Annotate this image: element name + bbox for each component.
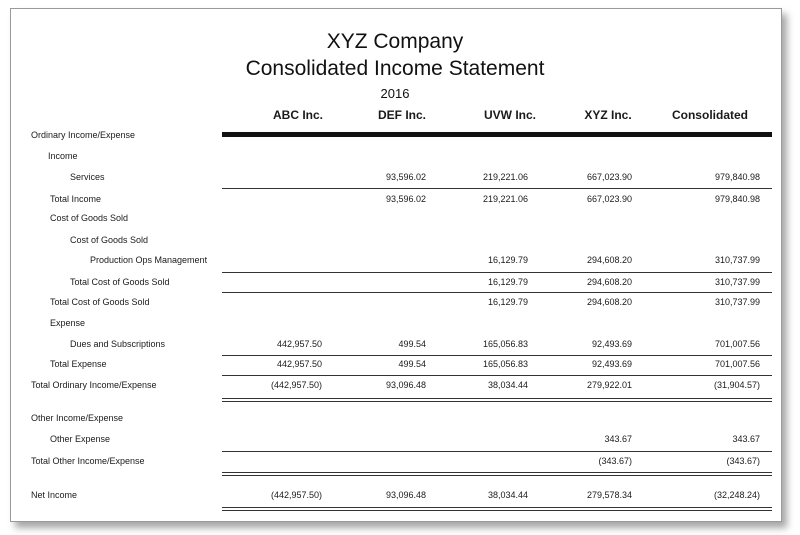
row-label: Ordinary Income/Expense bbox=[31, 130, 136, 140]
rule-line bbox=[222, 292, 772, 293]
column-header-def: DEF Inc. bbox=[377, 108, 426, 122]
row-value: (32,248.24) bbox=[713, 490, 760, 500]
row-value: 165,056.83 bbox=[482, 339, 528, 349]
report-title: Consolidated Income Statement bbox=[245, 57, 545, 80]
row-value: 279,922.01 bbox=[586, 380, 632, 390]
rule-line bbox=[222, 355, 772, 356]
row-label: Cost of Goods Sold bbox=[70, 235, 149, 245]
row-value: 38,034.44 bbox=[487, 490, 528, 500]
rule-line bbox=[222, 272, 772, 273]
row-value: 499.54 bbox=[398, 339, 426, 349]
row-value: 294,608.20 bbox=[586, 277, 632, 287]
row-label: Other Expense bbox=[50, 434, 111, 444]
column-header-consolidated: Consolidated bbox=[671, 108, 748, 122]
row-value: 294,608.20 bbox=[586, 255, 632, 265]
row-value: 93,096.48 bbox=[385, 380, 426, 390]
row-label: Total Ordinary Income/Expense bbox=[31, 380, 157, 390]
row-value: 310,737.99 bbox=[714, 297, 760, 307]
row-value: 93,596.02 bbox=[385, 172, 426, 182]
row-label: Total Cost of Goods Sold bbox=[50, 297, 150, 307]
column-header-xyz: XYZ Inc. bbox=[584, 108, 632, 122]
row-value: 279,578.34 bbox=[586, 490, 632, 500]
rule-line bbox=[222, 510, 772, 511]
row-value: 701,007.56 bbox=[714, 339, 760, 349]
row-value: 219,221.06 bbox=[482, 172, 528, 182]
row-value: (31,904.57) bbox=[713, 380, 760, 390]
rule-line bbox=[222, 398, 772, 399]
row-label: Dues and Subscriptions bbox=[70, 339, 166, 349]
row-value: 499.54 bbox=[398, 359, 426, 369]
column-header-uvw: UVW Inc. bbox=[483, 108, 536, 122]
row-label: Services bbox=[70, 172, 105, 182]
row-label: Total Other Income/Expense bbox=[31, 456, 145, 466]
row-value: 93,596.02 bbox=[385, 194, 426, 204]
row-value: 165,056.83 bbox=[482, 359, 528, 369]
row-value: (442,957.50) bbox=[270, 380, 322, 390]
row-label: Total Cost of Goods Sold bbox=[70, 277, 170, 287]
rule-line bbox=[222, 375, 772, 376]
report-year: 2016 bbox=[380, 86, 410, 101]
row-label: Other Income/Expense bbox=[31, 413, 124, 423]
row-label: Expense bbox=[50, 318, 86, 328]
row-value: 343.67 bbox=[732, 434, 760, 444]
row-value: 219,221.06 bbox=[482, 194, 528, 204]
rule-line bbox=[222, 475, 772, 476]
row-label: Income bbox=[48, 151, 78, 161]
row-value: 93,096.48 bbox=[385, 490, 426, 500]
row-value: 667,023.90 bbox=[586, 194, 632, 204]
row-value: (442,957.50) bbox=[270, 490, 322, 500]
row-value: 442,957.50 bbox=[276, 359, 322, 369]
row-value: 38,034.44 bbox=[487, 380, 528, 390]
row-value: 310,737.99 bbox=[714, 255, 760, 265]
row-label: Cost of Goods Sold bbox=[50, 213, 129, 223]
rule-line bbox=[222, 472, 772, 473]
row-value: (343.67) bbox=[726, 456, 760, 466]
company-name: XYZ Company bbox=[326, 30, 464, 53]
row-value: 92,493.69 bbox=[591, 339, 632, 349]
row-value: 442,957.50 bbox=[276, 339, 322, 349]
row-label: Total Expense bbox=[50, 359, 107, 369]
row-value: 92,493.69 bbox=[591, 359, 632, 369]
row-label: Total Income bbox=[50, 194, 102, 204]
row-value: (343.67) bbox=[598, 456, 632, 466]
row-value: 667,023.90 bbox=[586, 172, 632, 182]
row-value: 701,007.56 bbox=[714, 359, 760, 369]
row-value: 979,840.98 bbox=[714, 194, 760, 204]
row-value: 294,608.20 bbox=[586, 297, 632, 307]
column-header-abc: ABC Inc. bbox=[272, 108, 323, 122]
row-value: 16,129.79 bbox=[487, 297, 528, 307]
rule-line bbox=[222, 188, 772, 189]
row-value: 16,129.79 bbox=[487, 255, 528, 265]
row-value: 343.67 bbox=[604, 434, 632, 444]
row-label: Net Income bbox=[31, 490, 78, 500]
rule-line bbox=[222, 507, 772, 508]
header-rule bbox=[222, 132, 772, 137]
rule-line bbox=[222, 401, 772, 402]
row-label: Production Ops Management bbox=[90, 255, 208, 265]
row-value: 979,840.98 bbox=[714, 172, 760, 182]
row-value: 310,737.99 bbox=[714, 277, 760, 287]
row-value: 16,129.79 bbox=[487, 277, 528, 287]
rule-line bbox=[222, 451, 772, 452]
